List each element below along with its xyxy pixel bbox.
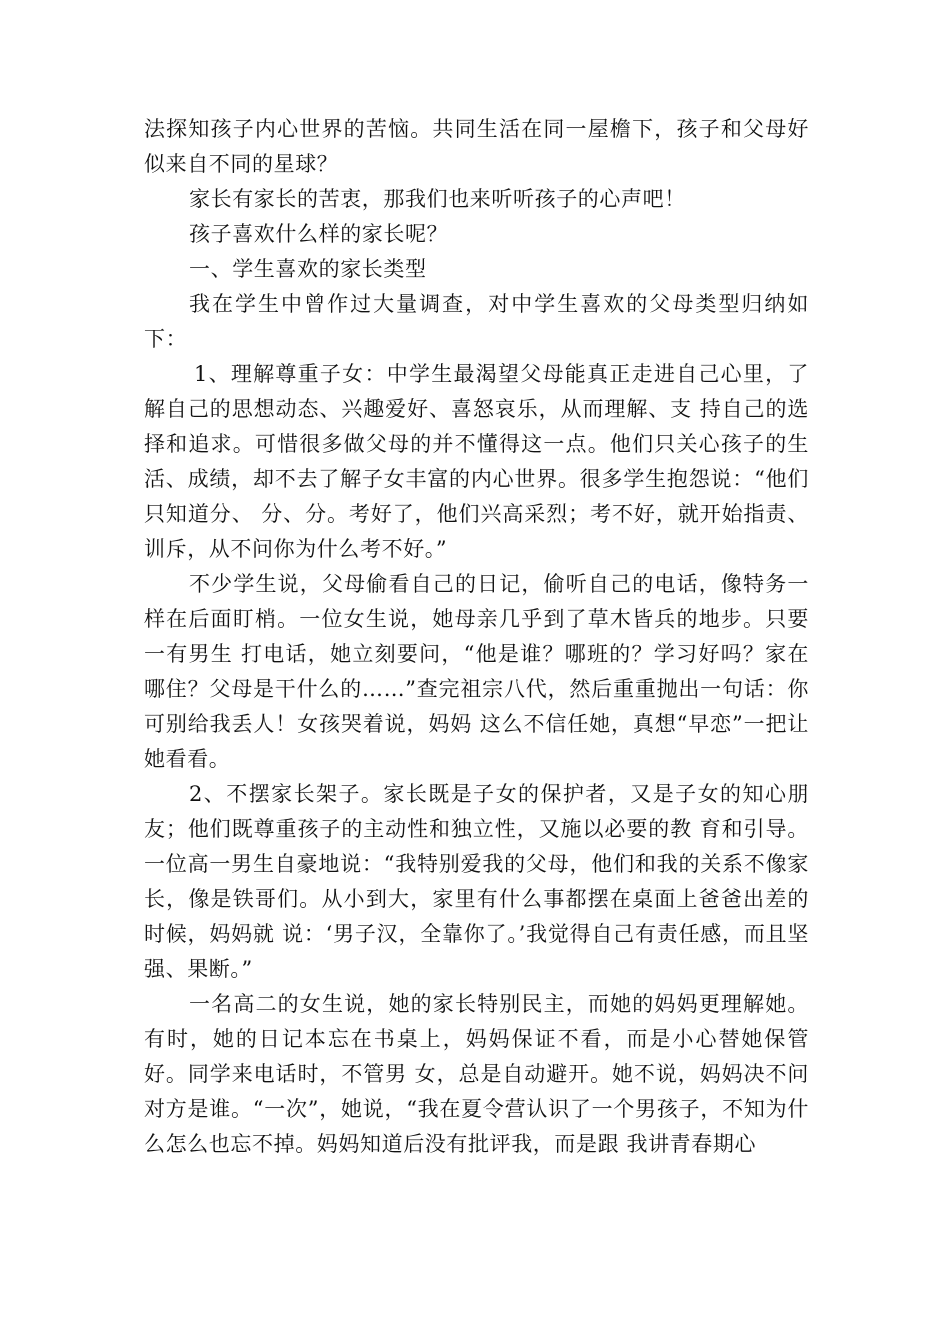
paragraph-parents-concern: 家长有家长的苦衷，那我们也来听听孩子的心声吧！ xyxy=(189,187,686,211)
paragraph-example-1: 不少学生说，父母偷看自己的日记，偷听自己的电话，像特务一样在后面盯梢。一位女生说，她母亲几乎到了草木皆兵的地步。只要一有男生 打电话，她立刻要问，“他是谁？哪班的？学习好吗？家在哪住？父母是干什么的……”查完祖宗八代，然后重重抛出一句话：你可别给我丢人！女孩哭着说，妈妈 这么不信任她，真想“早恋”一把让她看看。 xyxy=(144,572,809,771)
paragraph-example-2: 一名高二的女生说，她的家长特别民主，而她的妈妈更理解她。有时，她的日记本忘在书桌上，妈妈保证不看，而是小心替她保管好。同学来电话时，不管男 女，总是自动避开。她不说，妈妈决不问对方是谁。“一次”，她说，“我在夏令营认识了一个男孩子，不知为什么怎么也忘不掉。妈妈知道后没有批评我，而是跟 我讲青春期心 xyxy=(144,992,809,1156)
paragraph-point-2: 2、不摆家长架子。家长既是子女的保护者，又是子女的知心朋友；他们既尊重孩子的主动性和独立性，又施以必要的教 育和引导。一位高一男生自豪地说：“我特别爱我的父母，他们和我的关系不像家长，像是铁哥们。从小到大，家里有什么事都摆在桌面上爸爸出差的时候，妈妈就 说：‘男子汉，全靠你了。’我觉得自己有责任感，而且坚强、果断。” xyxy=(144,782,809,981)
document-body xyxy=(144,112,809,1162)
paragraph-survey: 我在学生中曾作过大量调查，对中学生喜欢的父母类型归纳如下： xyxy=(144,292,809,351)
paragraph-intro: 法探知孩子内心世界的苦恼。共同生活在同一屋檐下，孩子和父母好似来自不同的星球？ xyxy=(144,117,809,176)
paragraph-point-1: 1、理解尊重子女：中学生最渴望父母能真正走进自己心里，了解自己的思想动态、兴趣爱好、喜怒哀乐，从而理解、支 持自己的选择和追求。可惜很多做父母的并不懂得这一点。他们只关心孩子的生活、成绩，却不去了解子女丰富的内心世界。很多学生抱怨说：“他们只知道分、 分、分。考好了，他们兴高采烈；考不好，就开始指责、训斥，从不问你为什么考不好。” xyxy=(144,362,809,561)
paragraph-question: 孩子喜欢什么样的家长呢？ xyxy=(189,222,449,246)
section-heading: 一、学生喜欢的家长类型 xyxy=(189,257,427,281)
